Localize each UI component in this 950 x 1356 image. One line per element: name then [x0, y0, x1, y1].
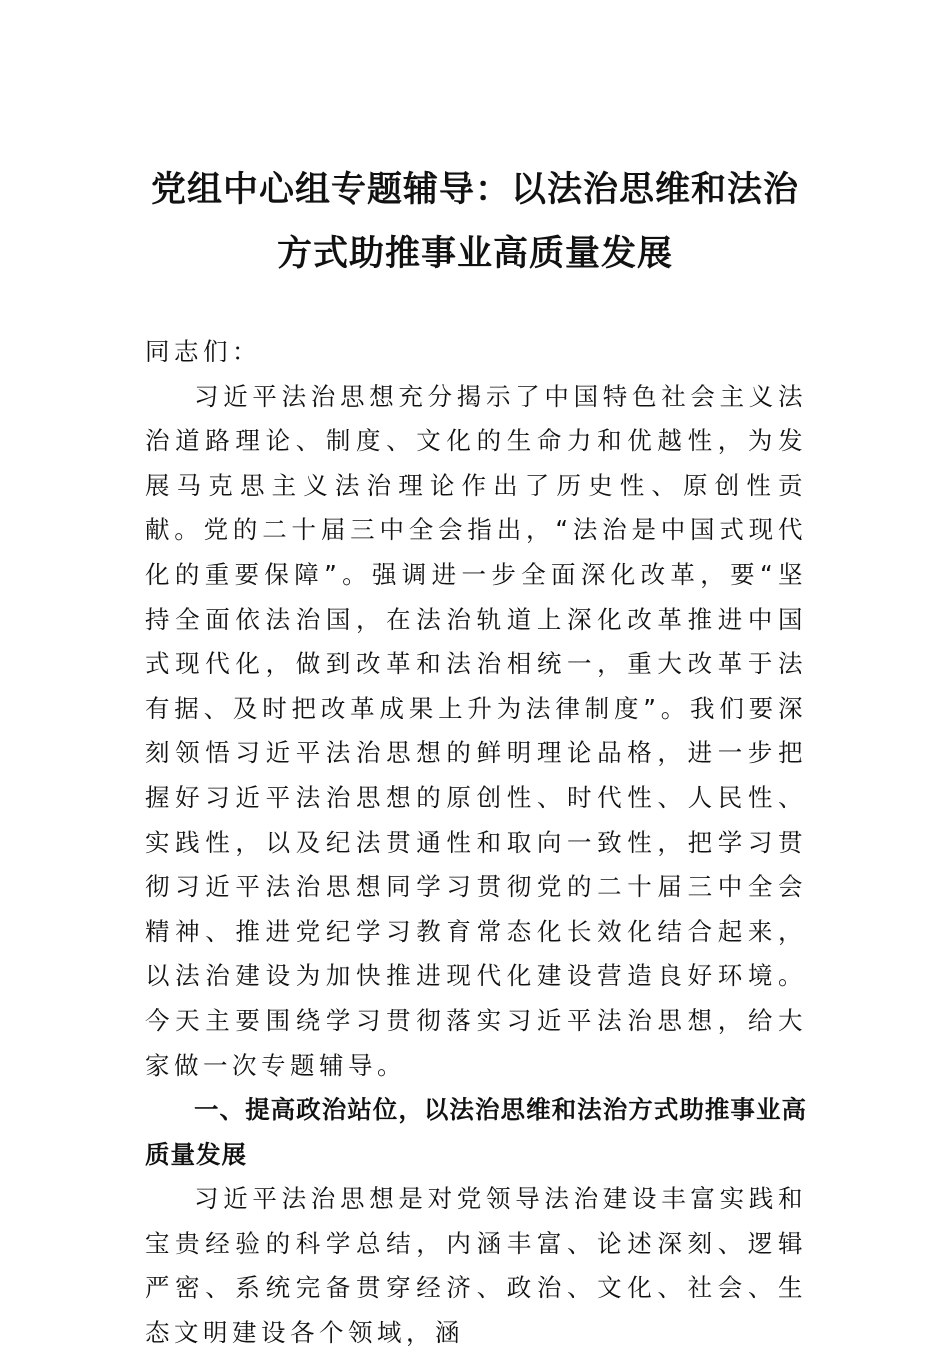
title-line-1: 党组中心组专题辅导：以法治思维和法治: [150, 169, 799, 210]
salutation: 同志们：: [145, 337, 261, 366]
document-title: [145, 158, 805, 286]
body-paragraph-2: 习近平法治思想是对党领导法治建设丰富实践和宝贵经验的科学总结，内涵丰富、论述深刻、逻辑严密、系统完备贯穿经济、政治、文化、社会、生态文明建设各个领域，涵: [145, 1184, 807, 1348]
title-line-2: 方式助推事业高质量发展: [276, 233, 673, 274]
document-body: [145, 330, 807, 1356]
section-heading-1: 一、提高政治站位，以法治思维和法治方式助推事业高质量发展: [145, 1095, 807, 1169]
body-paragraph-1: 习近平法治思想充分揭示了中国特色社会主义法治道路理论、制度、文化的生命力和优越性，为发展马克思主义法治理论作出了历史性、原创性贡献。党的二十届三中全会指出，“法治是中国式现代化的重要保障”。强调进一步全面深化改革，要“坚持全面依法治国，在法治轨道上深化改革推进中国式现代化，做到改革和法治相统一，重大改革于法有据、及时把改革成果上升为法律制度”。我们要深刻领悟习近平法治思想的鲜明理论品格，进一步把握好习近平法治思想的原创性、时代性、人民性、实践性，以及纪法贯通性和取向一致性，把学习贯彻习近平法治思想同学习贯彻党的二十届三中全会精神、推进党纪学习教育常态化长效化结合起来，以法治建设为加快推进现代化建设营造良好环境。今天主要围绕学习贯彻落实习近平法治思想，给大家做一次专题辅导。: [145, 381, 807, 1080]
